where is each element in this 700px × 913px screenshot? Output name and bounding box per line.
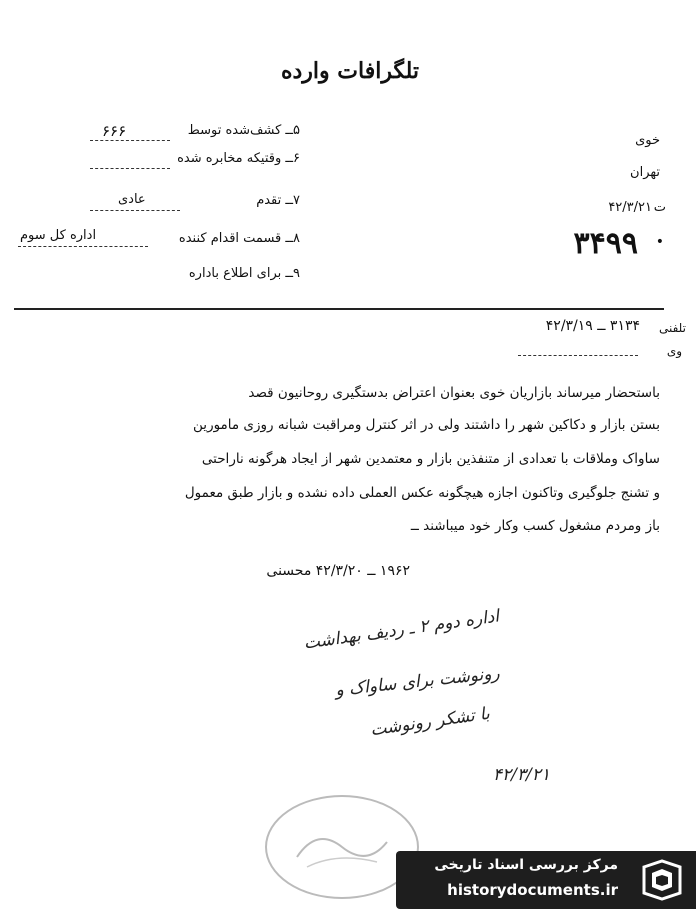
telegram-number: ۳۴۹۹ xyxy=(573,226,638,261)
body-line-3: ساواک وملاقات با تعدادی از متنفذین بازار و معتمدین شهر از ایجاد هرگونه ناراحتی xyxy=(201,451,660,467)
field-label-priority: ۷ــ تقدم xyxy=(256,193,300,208)
handwritten-note-1: اداره دوم ۲ ـ ردیف بهداشت xyxy=(302,606,501,654)
phone-reference: ۳۱۳۴ ــ ۴۲/۳/۱۹ xyxy=(545,318,640,334)
form-fields xyxy=(20,120,300,290)
handwritten-date: ۴۲/۳/۲۱ xyxy=(492,765,550,785)
watermark-banner xyxy=(396,851,696,909)
body-line-4: و تشنج جلوگیری وتاکنون اجازه هیچگونه عکس العملی داده نشده و بازار طبق معمول xyxy=(184,485,660,501)
stamp-scribble-icon xyxy=(287,817,397,877)
field-value-priority: عادی xyxy=(118,192,146,207)
field-line xyxy=(18,246,148,247)
header-divider xyxy=(14,308,664,310)
destination-city: تهران xyxy=(630,165,660,180)
field-label-for-info: ۹ــ برای اطلاع باداره xyxy=(188,266,300,281)
phone-label: تلفنی xyxy=(658,321,686,335)
handwritten-note-3: با تشکر رونوشت xyxy=(368,703,491,741)
sender-signature-line: ۱۹۶۲ ــ ۴۲/۳/۲۰ محسنی xyxy=(266,563,410,579)
field-value-action-dept: اداره کل سوم xyxy=(20,228,97,243)
number-dot: • xyxy=(655,234,664,250)
body-line-5: باز ومردم مشغول کسب وکار خود میباشند ــ xyxy=(410,518,660,534)
document-title: تلگرافات وارده xyxy=(280,58,420,84)
field-line xyxy=(90,140,170,141)
telegram-date: ۴۲/۳/۲۱ xyxy=(608,200,652,215)
field-label-transmitted: ۶ــ وقتیکه مخابره شده xyxy=(177,151,300,166)
field-label-action-dept: ۸ــ قسمت اقدام کننده xyxy=(178,231,300,246)
watermark-text-fa: مرکز بررسی اسناد تاریخی xyxy=(434,857,618,873)
body-line-1: باستحضار میرساند بازاریان خوی بعنوان اعتراض بدستگیری روحانیون قصد xyxy=(248,385,660,401)
history-documents-logo-icon xyxy=(638,857,686,903)
field-line xyxy=(90,168,170,169)
origin-city: خوی xyxy=(635,133,660,148)
watermark-text-en: historydocuments.ir xyxy=(447,881,618,899)
field-label-decoded-by: ۵ــ کشف‌شده توسط xyxy=(187,123,300,138)
origin-fragment: وی xyxy=(666,344,682,358)
phone-underline xyxy=(518,355,638,356)
field-line xyxy=(90,210,180,211)
body-line-2: بستن بازار و دکاکین شهر را داشتند ولی در اثر کنترل ومراقبت شبانه روزی مامورین xyxy=(193,417,660,433)
handwritten-note-2: رونوشت برای ساواک و xyxy=(334,663,501,701)
date-marker: ت xyxy=(653,200,666,215)
field-value-decoded-by: ۶۶۶ xyxy=(102,122,127,140)
